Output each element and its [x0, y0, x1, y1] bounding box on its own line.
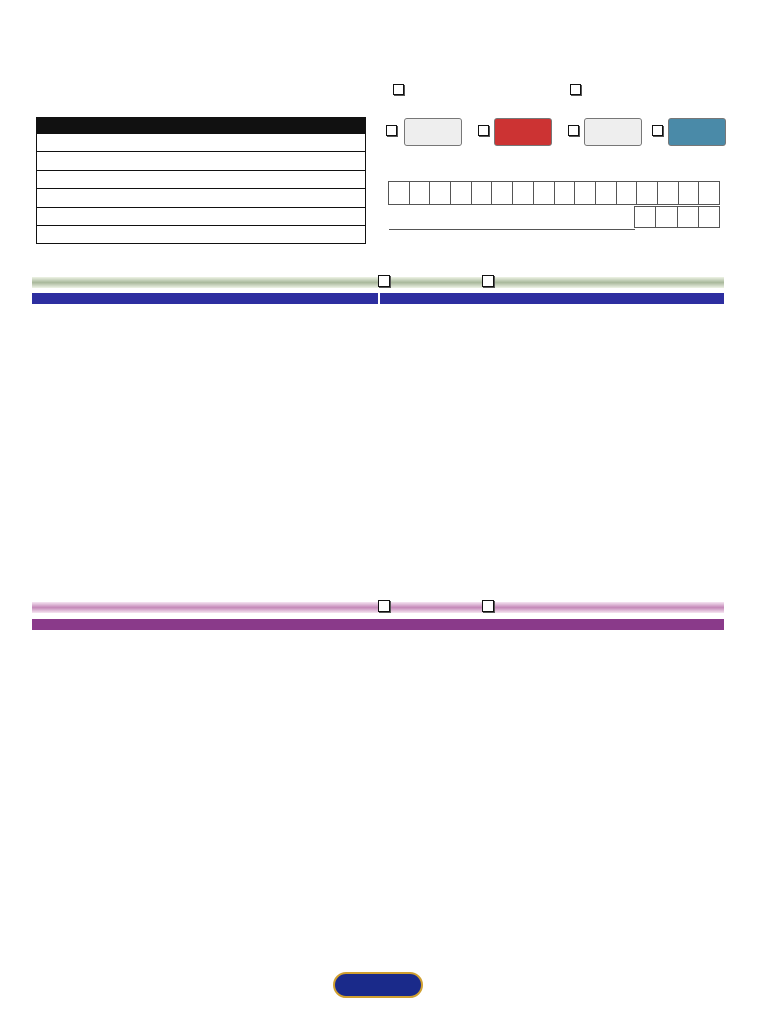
ant-newhue-checkbox[interactable]: [378, 275, 390, 287]
visa-card-icon: [404, 118, 462, 146]
amex-card-icon: [668, 118, 726, 146]
thank-you-badge: [333, 972, 423, 998]
amex-checkbox[interactable]: [652, 125, 663, 136]
newhue-checkbox[interactable]: [393, 84, 404, 95]
ant-lower-header: [380, 293, 724, 304]
post-newhue-checkbox[interactable]: [378, 600, 390, 612]
card-exp-boxes[interactable]: [634, 206, 720, 228]
telephone-field[interactable]: [37, 225, 365, 243]
discover-checkbox[interactable]: [568, 125, 579, 136]
visa-checkbox[interactable]: [386, 125, 397, 136]
name-field[interactable]: [37, 151, 365, 169]
ant-upper-header: [32, 293, 378, 304]
billing-box: [36, 117, 366, 244]
classic-checkbox[interactable]: [570, 84, 581, 95]
post-classic-checkbox[interactable]: [482, 600, 494, 612]
state-zip-field[interactable]: [37, 207, 365, 225]
city-field[interactable]: [37, 188, 365, 206]
signature-line: [389, 229, 635, 230]
account-number-field[interactable]: [37, 133, 365, 151]
address-field[interactable]: [37, 170, 365, 188]
card-number-boxes[interactable]: [388, 181, 720, 205]
mastercard-icon: [494, 118, 552, 146]
ant-classic-checkbox[interactable]: [482, 275, 494, 287]
post-upper-lower-header: [32, 619, 724, 630]
billing-title: [37, 118, 365, 133]
mastercard-checkbox[interactable]: [478, 125, 489, 136]
discover-card-icon: [584, 118, 642, 146]
